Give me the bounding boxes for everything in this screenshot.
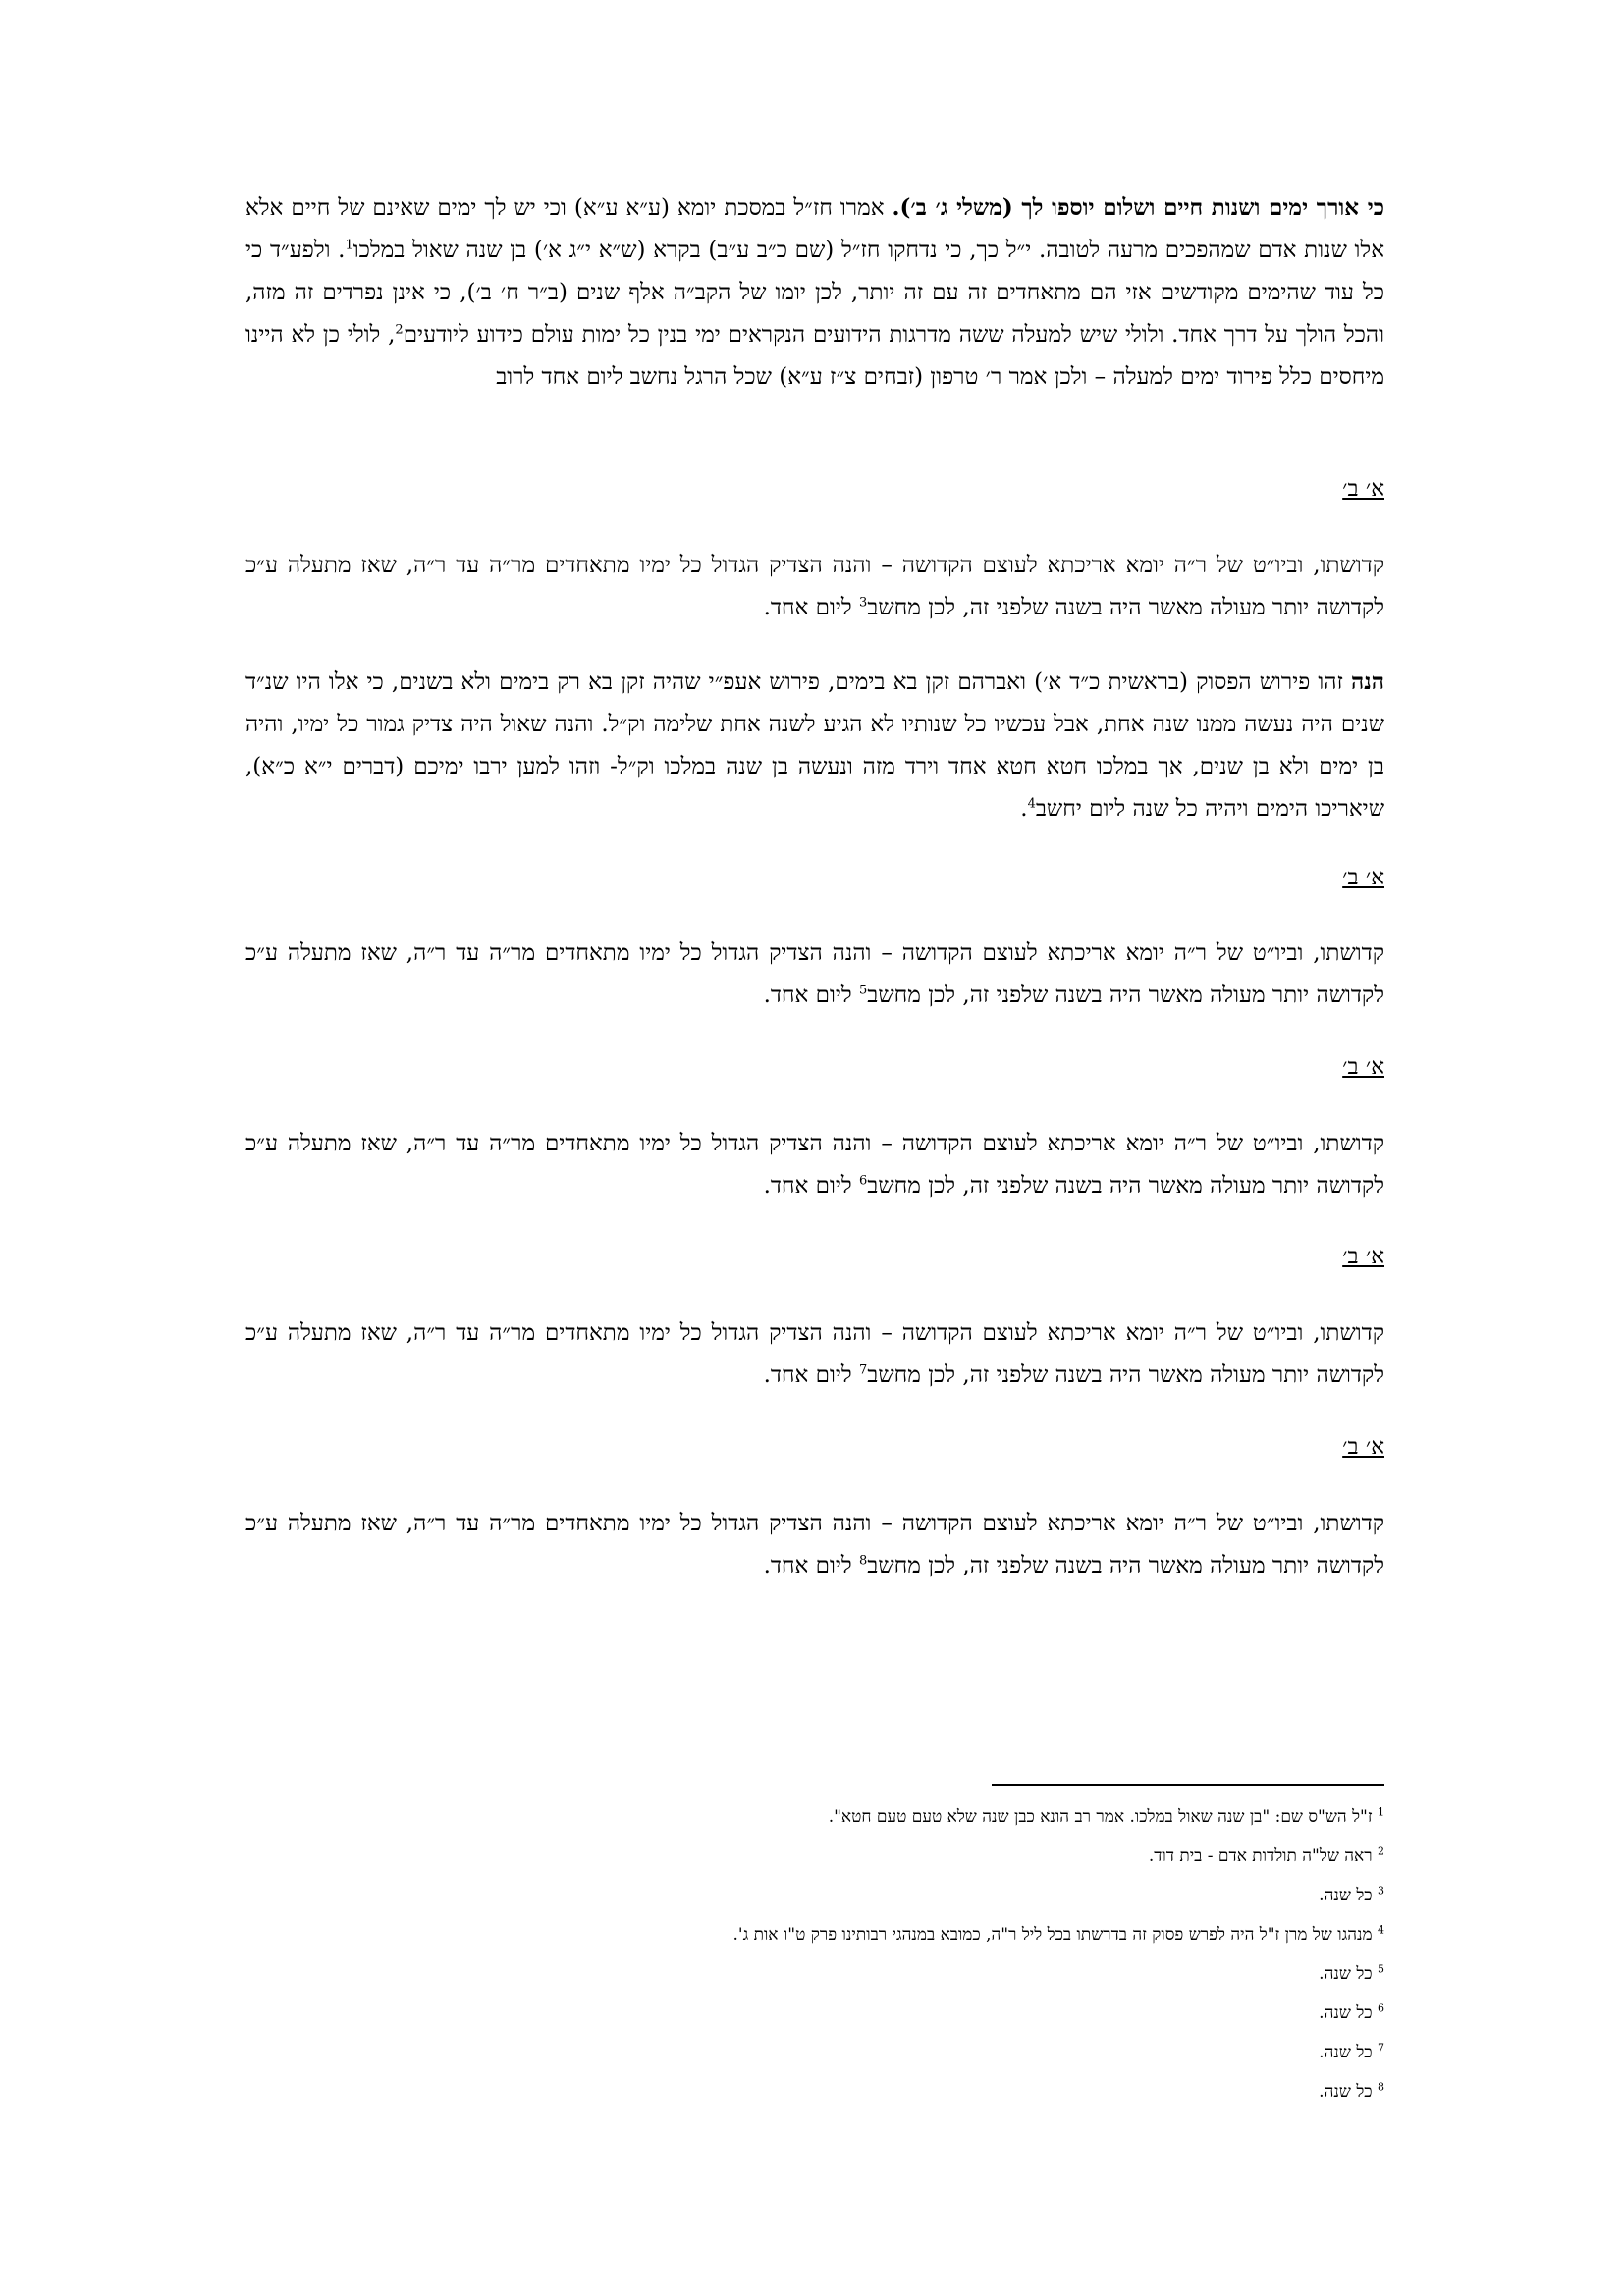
footnote-number: 5 (1378, 1962, 1384, 1976)
paragraph-text: קדושתו, וביו״ט של ר״ה יומא אריכתא לעוצם הקדושה – והנה הצדיק הגדול כל ימיו מתאחדים מר״ה עד ר״ה, שאז מתעלה ע״כ לקדושה יותר מעולה מאשר היה בשנה שלפני זה, לכן מחשב (245, 1511, 1384, 1578)
footnote (245, 1844, 1384, 1868)
footnote-number: 2 (1378, 1844, 1384, 1858)
paragraph-text: אמרו חז״ל במסכת יומא (ע״א ע״א) וכי יש לך ימים שאינם של חיים אלא אלו שנות אדם שמהפכים מרעה לטובה. י״ל כך, כי נדחקו חז״ל (שם כ״ב ע״ב) בקרא (ש״א י״ג א׳) בן שנה שאול במלכו (245, 195, 1384, 263)
footnote-text: ראה של"ה תולדות אדם - בית דוד. (1148, 1846, 1373, 1866)
hine-paragraph (245, 661, 1384, 830)
section-heading: א׳ ב׳ (1342, 1434, 1384, 1460)
paragraph-lead-word: הנה (1351, 668, 1384, 695)
paragraph-text: זהו פירוש הפסוק (בראשית כ״ד א׳) ואברהם זקן בא בימים, פירוש אעפ״י שהיה זקן בא רק בימים ולא בשנים, כי אלו היו שנ״ד שנים היה נעשה ממנו שנה אחת, אבל עכשיו כל שנותיו לא הגיע לשנה אחת שלימה וק״ל. והנה שאול היה צדיק גמור כל ימיו, והיה בן ימים ולא בן שנים, אך במלכו חטא חטא אחד וירד מזה ונעשה בן שנה במלכו וק״ל- וזהו למען ירבו ימיכם (דברים י״א כ״א), שיאריכו הימים ויהיה כל שנה ליום יחשב (245, 669, 1384, 822)
section-heading: א׳ ב׳ (1342, 1244, 1384, 1269)
footnote-text: כל שנה. (1319, 1964, 1373, 1984)
footnote-ref[interactable]: 6 (859, 1173, 868, 1189)
section-heading: א׳ ב׳ (1342, 1054, 1384, 1080)
footnote-number: 6 (1378, 2002, 1384, 2015)
footnote-text: כל שנה. (1319, 2043, 1373, 2062)
paragraph-text: ליום אחד. (763, 1553, 859, 1578)
footnote (245, 2002, 1384, 2025)
section-paragraph (245, 545, 1384, 629)
section-heading: א׳ ב׳ (1342, 865, 1384, 890)
paragraph-text: קדושתו, וביו״ט של ר״ה יומא אריכתא לעוצם הקדושה – והנה הצדיק הגדול כל ימיו מתאחדים מר״ה עד ר״ה, שאז מתעלה ע״כ לקדושה יותר מעולה מאשר היה בשנה שלפני זה, לכן מחשב (245, 1320, 1384, 1388)
paragraph-text: , לולי כן לא היינו מיחסים כלל פירוד ימים למעלה – ולכן אמר ר׳ טרפון (זבחים צ״ז ע״א) שכל הרגל נחשב ליום אחד לרוב (245, 322, 1384, 390)
footnote-ref[interactable]: 1 (345, 238, 353, 253)
section-paragraph (245, 1123, 1384, 1207)
footnote (245, 1962, 1384, 1986)
paragraph-text: . ולפע״ד כי כל עוד שהימים מקודשים אזי הם מתאחדים זה עם זה יותר, לכן יומו של הקב״ה אלף שנים (ב״ר ח׳ ב׳), כי אינן נפרדים זה מזה, והכל הולך על דרך אחד. ולולי שיש למעלה ששה מדרגות הידועים הנקראים ימי בנין כל ימות עולם כידוע ליודעים (245, 238, 1385, 347)
verse-quote: כי אורך ימים ושנות חיים ושלום יוספו לך (משלי ג׳ ב׳). (892, 194, 1385, 221)
footnote-number: 4 (1378, 1923, 1384, 1937)
paragraph-text: ליום אחד. (763, 983, 859, 1008)
footnote-ref[interactable]: 5 (859, 983, 868, 998)
footnote (245, 2080, 1384, 2104)
footnote-ref[interactable]: 7 (859, 1362, 868, 1378)
footnote-separator (992, 1784, 1384, 1786)
footnote-number: 3 (1378, 1884, 1384, 1897)
footnote (245, 1805, 1384, 1829)
section-paragraph (245, 933, 1384, 1017)
section-paragraph (245, 1312, 1384, 1397)
paragraph-text: ליום אחד. (763, 1362, 859, 1388)
footnote-number: 1 (1378, 1805, 1384, 1819)
paragraph-text: ליום אחד. (763, 1173, 859, 1199)
paragraph-text: קדושתו, וביו״ט של ר״ה יומא אריכתא לעוצם הקדושה – והנה הצדיק הגדול כל ימיו מתאחדים מר״ה עד ר״ה, שאז מתעלה ע״כ לקדושה יותר מעולה מאשר היה בשנה שלפני זה, לכן מחשב (245, 1131, 1384, 1199)
paragraph-text: קדושתו, וביו״ט של ר״ה יומא אריכתא לעוצם הקדושה – והנה הצדיק הגדול כל ימיו מתאחדים מר״ה עד ר״ה, שאז מתעלה ע״כ לקדושה יותר מעולה מאשר היה בשנה שלפני זה, לכן מחשב (245, 553, 1384, 620)
section-paragraph (245, 1503, 1384, 1587)
footnote-text: ז"ל הש"ס שם: "בן שנה שאול במלכו. אמר רב הונא כבן שנה שלא טעם טעם חטא". (828, 1807, 1373, 1827)
section-heading: א׳ ב׳ (1342, 476, 1384, 502)
footnote-text: כל שנה. (1319, 2082, 1373, 2102)
footnote-number: 8 (1378, 2080, 1384, 2094)
footnote-text: כל שנה. (1319, 2003, 1373, 2023)
footnote-ref[interactable]: 3 (859, 595, 868, 611)
paragraph-text: ליום אחד. (763, 595, 859, 620)
footnote-ref[interactable]: 8 (859, 1553, 868, 1569)
footnote-text: מנהגו של מרן ז"ל היה לפרש פסוק זה בדרשתו בכל ליל ר"ה, כמובא במנהגי רבותינו פרק ט"ו אות ג'. (732, 1925, 1373, 1945)
footnote-text: כל שנה. (1319, 1886, 1373, 1905)
paragraph-text: . (1020, 796, 1028, 822)
footnote (245, 1884, 1384, 1907)
footnote-number: 7 (1378, 2041, 1384, 2055)
paragraph-text: קדושתו, וביו״ט של ר״ה יומא אריכתא לעוצם הקדושה – והנה הצדיק הגדול כל ימיו מתאחדים מר״ה עד ר״ה, שאז מתעלה ע״כ לקדושה יותר מעולה מאשר היה בשנה שלפני זה, לכן מחשב (245, 940, 1384, 1008)
footnote (245, 2041, 1384, 2064)
footnote-ref[interactable]: 2 (395, 322, 404, 338)
footnote-ref[interactable]: 4 (1027, 796, 1036, 812)
opening-paragraph (245, 187, 1384, 399)
footnote (245, 1923, 1384, 1947)
